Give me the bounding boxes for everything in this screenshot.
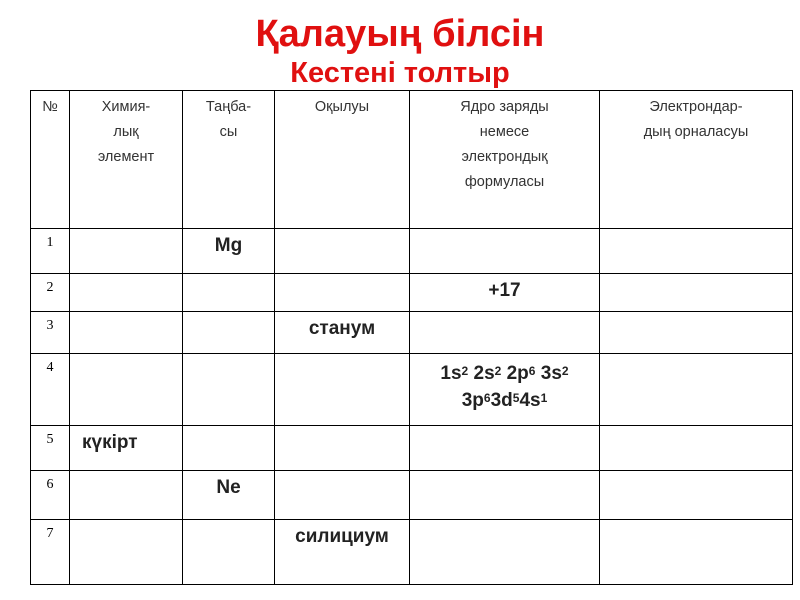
row-number: 5 <box>31 426 70 471</box>
formula-cell[interactable]: +17 <box>410 274 600 312</box>
formula-exponent: 2 <box>494 364 502 378</box>
formula-part: 1s <box>440 363 462 384</box>
header-number: № <box>31 91 70 229</box>
table-row <box>31 274 793 312</box>
table-row <box>31 520 793 585</box>
formula-part: 3d <box>490 390 513 411</box>
arrangement-cell[interactable] <box>600 520 793 585</box>
arrangement-cell[interactable] <box>600 471 793 520</box>
formula-exponent: 2 <box>461 364 469 378</box>
header-arrangement-line: Электрондар- <box>649 99 743 115</box>
elements-table <box>30 90 793 585</box>
symbol-cell[interactable] <box>183 354 275 426</box>
page-title: Қалауың білсін <box>255 13 545 55</box>
formula-cell[interactable] <box>410 471 600 520</box>
formula-line-2 <box>410 387 599 414</box>
formula-cell[interactable] <box>410 312 600 354</box>
header-symbol-line: Таңба- <box>205 99 252 115</box>
formula-exponent: 6 <box>528 364 536 378</box>
formula-cell[interactable] <box>410 229 600 274</box>
row-number: 6 <box>31 471 70 520</box>
table-row <box>31 471 793 520</box>
element-cell[interactable] <box>70 471 183 520</box>
formula-cell[interactable] <box>410 520 600 585</box>
symbol-cell[interactable]: Mg <box>183 229 275 274</box>
formula-line-1 <box>410 360 599 387</box>
header-arrangement-line: дың орналасуы <box>643 124 749 140</box>
formula-part: 3s <box>540 363 562 384</box>
row-number: 4 <box>31 354 70 426</box>
header-element-line: элемент <box>97 149 155 165</box>
row-number: 3 <box>31 312 70 354</box>
element-cell[interactable] <box>70 354 183 426</box>
formula-exponent: 2 <box>561 364 569 378</box>
formula-part: 2s <box>473 363 495 384</box>
header-formula-line: немесе <box>479 124 530 140</box>
arrangement-cell[interactable] <box>600 426 793 471</box>
header-element-line: Химия- <box>101 99 151 115</box>
element-cell[interactable] <box>70 520 183 585</box>
element-cell[interactable] <box>70 274 183 312</box>
page-subtitle: Кестені толтыр <box>290 57 510 89</box>
symbol-cell[interactable] <box>183 312 275 354</box>
formula-exponent: 6 <box>483 391 491 405</box>
row-number: 7 <box>31 520 70 585</box>
arrangement-cell[interactable] <box>600 312 793 354</box>
table-row <box>31 312 793 354</box>
element-cell[interactable] <box>70 229 183 274</box>
header-element <box>70 91 183 229</box>
formula-cell[interactable] <box>410 354 600 426</box>
reading-cell[interactable] <box>275 471 410 520</box>
header-formula-line: формуласы <box>464 174 545 190</box>
arrangement-cell[interactable] <box>600 229 793 274</box>
reading-cell[interactable] <box>275 354 410 426</box>
element-cell[interactable]: күкірт <box>70 426 183 471</box>
symbol-cell[interactable] <box>183 274 275 312</box>
header-arrangement <box>600 91 793 229</box>
header-symbol-line: сы <box>219 124 238 140</box>
reading-cell[interactable] <box>275 426 410 471</box>
symbol-cell[interactable] <box>183 426 275 471</box>
reading-cell[interactable]: станум <box>275 312 410 354</box>
symbol-cell[interactable]: Ne <box>183 471 275 520</box>
symbol-cell[interactable] <box>183 520 275 585</box>
table-row <box>31 229 793 274</box>
reading-cell[interactable]: силициум <box>275 520 410 585</box>
formula-part: 4s <box>519 390 541 411</box>
row-number: 1 <box>31 229 70 274</box>
header-formula-line: Ядро заряды <box>460 99 549 115</box>
element-cell[interactable] <box>70 312 183 354</box>
reading-cell[interactable] <box>275 229 410 274</box>
header-reading: Оқылуы <box>275 91 410 229</box>
formula-exponent: 5 <box>512 391 520 405</box>
table-row <box>31 426 793 471</box>
arrangement-cell[interactable] <box>600 354 793 426</box>
formula-exponent: 1 <box>540 391 548 405</box>
reading-cell[interactable] <box>275 274 410 312</box>
header-element-line: лық <box>113 124 139 140</box>
row-number: 2 <box>31 274 70 312</box>
formula-cell[interactable] <box>410 426 600 471</box>
table-row <box>31 354 793 426</box>
header-row <box>31 91 793 229</box>
arrangement-cell[interactable] <box>600 274 793 312</box>
header-formula <box>410 91 600 229</box>
formula-part: 3p <box>461 390 484 411</box>
formula-part: 2p <box>506 363 529 384</box>
header-symbol <box>183 91 275 229</box>
header-formula-line: электрондық <box>461 149 548 165</box>
